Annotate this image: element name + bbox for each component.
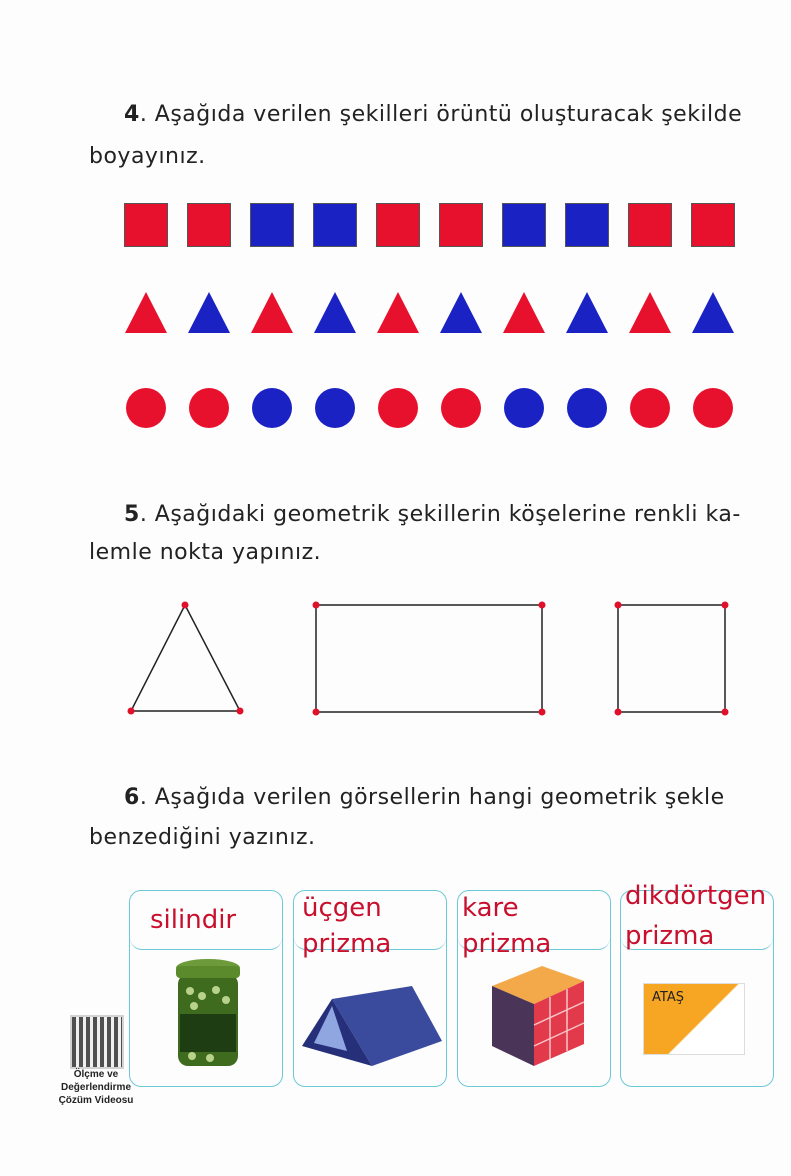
answer-text: prizma [302, 929, 392, 959]
answer-text: kare [462, 893, 519, 923]
question-6-line2: benzediğini yazınız. [89, 825, 316, 850]
corner-dot [539, 709, 546, 716]
rubiks-cube-image [492, 966, 587, 1071]
qr-code[interactable] [70, 1015, 124, 1069]
corner-dot [182, 602, 189, 609]
corner-dot [615, 602, 622, 609]
corner-dot [615, 709, 622, 716]
question-4-line2: boyayınız. [89, 144, 206, 169]
answer-text: silindir [150, 905, 237, 935]
tent-image [302, 981, 442, 1071]
question-number: 5 [124, 502, 140, 527]
question-text: . Aşağıda verilen görsellerin hangi geometrik şekle [139, 785, 725, 810]
paperclip-box-image [643, 983, 745, 1055]
qr-caption-line: Çözüm Videosu [58, 1095, 134, 1106]
answer-text: üçgen [302, 893, 382, 923]
triangle-outline [131, 605, 240, 711]
corner-dot [313, 602, 320, 609]
corner-dot [722, 709, 729, 716]
answer-text: dikdörtgen [625, 881, 767, 911]
question-number: 4 [124, 102, 140, 127]
answer-text: prizma [625, 921, 715, 951]
qr-caption-line: Değerlendirme [60, 1082, 132, 1093]
answer-text: prizma [462, 929, 552, 959]
question-5-line2: lemle nokta yapınız. [89, 540, 322, 565]
corner-dot [722, 602, 729, 609]
square-outline [618, 605, 725, 712]
jar-image [170, 956, 245, 1071]
card-jar [129, 890, 283, 1087]
corner-dot [313, 709, 320, 716]
question-text: . Aşağıdaki geometrik şekillerin köşelerine renkli ka- [139, 502, 741, 527]
card-tent [293, 890, 447, 1087]
question-6-line1 [124, 778, 725, 818]
question-text: . Aşağıda verilen şekilleri örüntü oluşturacak şekilde [139, 102, 743, 127]
qr-caption-line: Ölçme ve [73, 1069, 119, 1080]
card-box [620, 881, 774, 1087]
corner-dot [237, 708, 244, 715]
card-cube [457, 890, 611, 1087]
corner-dot [128, 708, 135, 715]
rectangle-outline [316, 605, 542, 712]
box-label: ATAŞ [652, 990, 684, 1005]
corner-dots [128, 602, 729, 716]
question-number: 6 [124, 785, 140, 810]
corner-dot [539, 602, 546, 609]
qr-caption [58, 1068, 134, 1107]
